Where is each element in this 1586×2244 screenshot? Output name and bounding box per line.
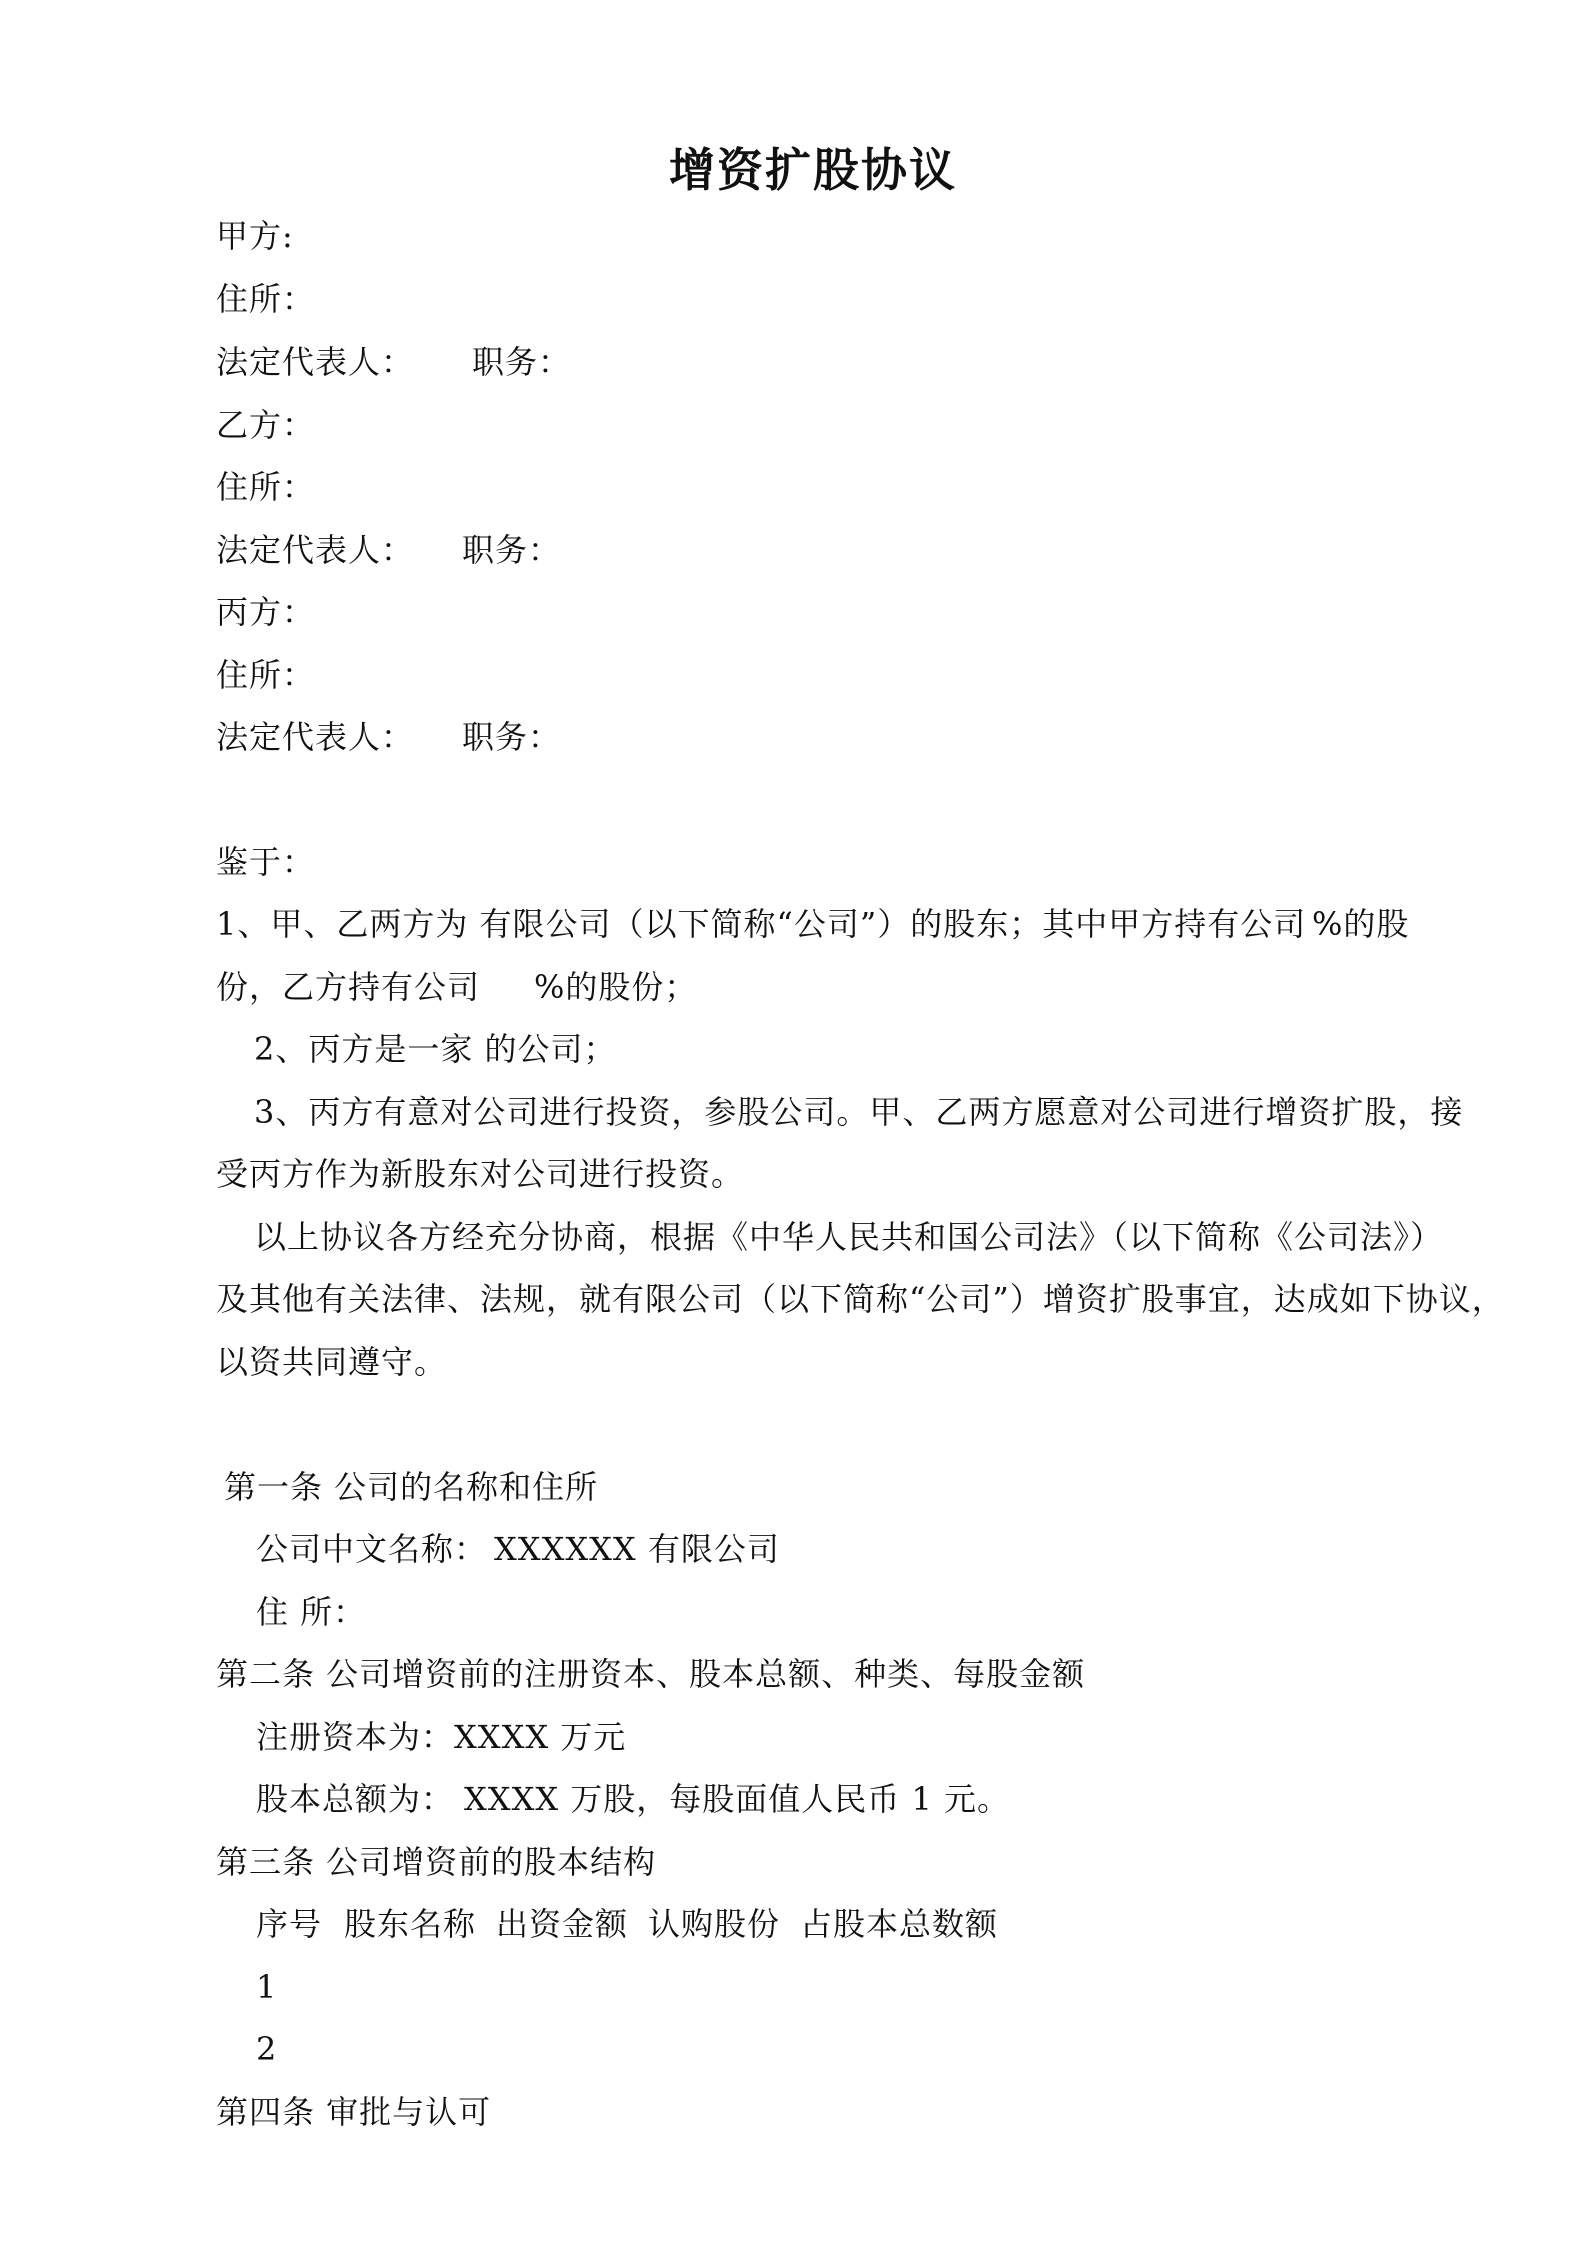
- party-b-label: 乙方：: [216, 406, 316, 444]
- article-2-registered-capital: 注册资本为：XXXX 万元: [256, 1718, 627, 1756]
- article-1-address-label: 住 所：: [256, 1593, 367, 1631]
- article-3-column-serial: 序号: [256, 1905, 323, 1943]
- intro-line-2: 及其他有关法律、法规，就有限公司（以下简称“公司”）增资扩股事宜，达成如下协议，: [216, 1280, 1505, 1318]
- article-3-heading: 第三条 公司增资前的股本结构: [216, 1843, 657, 1881]
- party-c-position-label: 职务：: [462, 718, 562, 756]
- article-2-total-shares-value: XXXX 万股，每股面值人民币 1 元。: [464, 1780, 1011, 1818]
- party-a-representative-label: [216, 342, 414, 382]
- whereas-item-3-line-1: 3、丙方有意对公司进行投资，参股公司。甲、乙两方愿意对公司进行增资扩股，接: [254, 1093, 1464, 1131]
- party-b-representative-label: 法定代表人：: [216, 531, 415, 569]
- document-title: 增资扩股协议: [669, 143, 957, 197]
- article-3-row-2-serial: 2: [256, 2030, 278, 2068]
- party-c-representative-label: 法定代表人：: [216, 718, 415, 756]
- whereas-item-1-line-1: 1、甲、乙两方为 有限公司（以下简称“公司”）的股东；其中甲方持有公司: [216, 905, 1307, 943]
- party-a-address-label: 住所：: [216, 280, 316, 318]
- intro-line-1: 以上协议各方经充分协商，根据《中华人民共和国公司法》（以下简称《公司法》）: [254, 1218, 1444, 1256]
- article-1-company-name-label: 公司中文名称：: [256, 1530, 488, 1568]
- whereas-item-1-line-2a: 份，乙方持有公司: [216, 968, 481, 1006]
- party-a-rep-text: 法定代表人：: [216, 343, 415, 381]
- whereas-item-3-line-2: 受丙方作为新股东对公司进行投资。: [216, 1155, 745, 1193]
- article-4-heading: 第四条 审批与认可: [216, 2093, 492, 2131]
- article-3-column-shareholder: 股东名称: [344, 1905, 477, 1943]
- article-2-total-shares-label: 股本总额为：: [256, 1780, 455, 1818]
- party-a-label: 甲方:: [216, 217, 294, 255]
- article-3-column-subscribed-shares: 认购股份: [648, 1905, 781, 1943]
- article-3-column-contribution: 出资金额: [496, 1905, 629, 1943]
- whereas-item-1-percent-a: %的股: [1312, 905, 1410, 943]
- article-1-company-name-value: XXXXXX 有限公司: [494, 1530, 780, 1568]
- party-b-position-label: 职务：: [462, 531, 562, 569]
- party-a-position-label: 职务：: [472, 343, 572, 381]
- whereas-heading: 鉴于：: [216, 843, 316, 881]
- article-1-heading: 第一条 公司的名称和住所: [224, 1468, 599, 1506]
- article-2-heading: 第二条 公司增资前的注册资本、股本总额、种类、每股金额: [216, 1655, 1086, 1693]
- intro-line-3: 以资共同遵守。: [216, 1343, 448, 1381]
- article-3-row-1-serial: 1: [256, 1968, 278, 2006]
- party-c-label: 丙方：: [216, 593, 316, 631]
- party-c-address-label: 住所：: [216, 656, 316, 694]
- whereas-item-2: 2、丙方是一家 的公司；: [254, 1030, 617, 1068]
- article-3-column-share-ratio: 占股本总数额: [800, 1905, 999, 1943]
- party-b-address-label: 住所：: [216, 468, 316, 506]
- whereas-item-1-line-2b: %的股份；: [534, 968, 698, 1006]
